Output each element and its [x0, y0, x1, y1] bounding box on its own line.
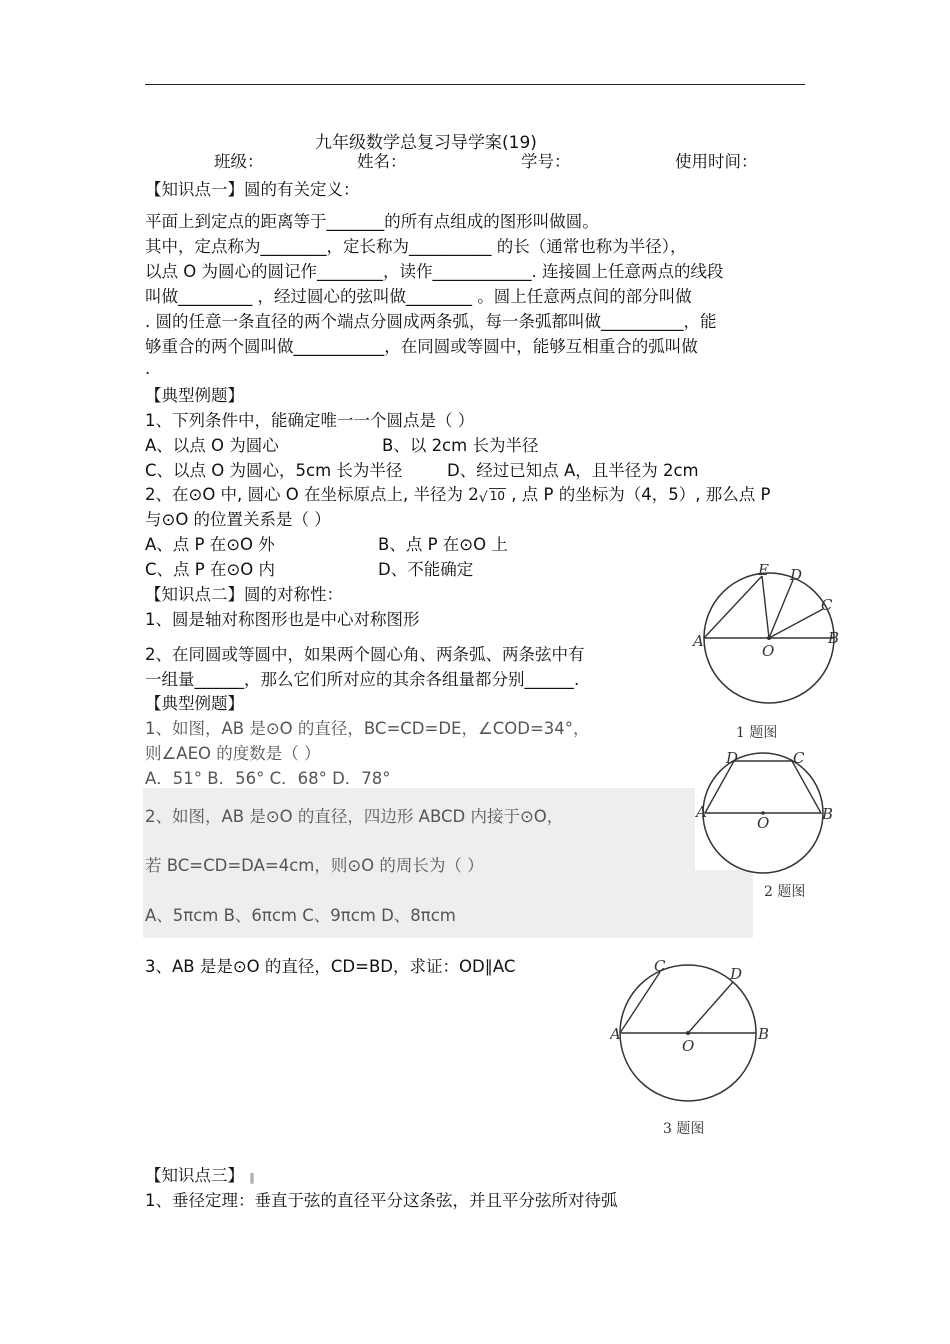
sqrt-expression: [468, 485, 506, 504]
figure-3-caption: 3 题图: [663, 1121, 705, 1137]
kp1-line: 够重合的两个圆叫做___________，在同圆或等圆中，能够互相重合的弧叫做: [145, 337, 698, 356]
center-dot: [686, 1031, 690, 1035]
ex1-q1: 1、下列条件中，能确定唯一一个圆点是（ ）: [145, 411, 475, 430]
radius-oc: [769, 609, 823, 638]
kp1-line: 以点 O 为圆心的圆记作________，读作____________. 连接圆上任意两点的线段: [145, 262, 724, 281]
kp3-mark: ‖: [249, 1171, 255, 1184]
label-d: D: [726, 749, 739, 767]
label-c: C: [654, 957, 666, 975]
label-b: B: [828, 629, 840, 647]
label-o: O: [757, 814, 770, 832]
center-dot: [767, 636, 771, 640]
sqrt-symbol: √ 10: [478, 489, 506, 506]
ex1-q2: [145, 482, 770, 509]
ex2-q1-options: A．51° B．56° C．68° D．78°: [145, 769, 391, 788]
chord-ac: [620, 972, 660, 1033]
ex1-q2-option-d: D、不能确定: [378, 560, 474, 579]
radius-od: [769, 580, 793, 638]
kp1-line: . 圆的任意一条直径的两个端点分圆成两条弧，每一条弧都叫做__________，能: [145, 312, 717, 331]
label-a: A: [696, 803, 707, 821]
ex1-q1-option-d: D、经过已知点 A，且半径为 2cm: [447, 461, 699, 480]
kp2-p2b: 一组量______，那么它们所对应的其余各组量都分别______.: [145, 670, 580, 689]
figure-3-diagram: [610, 955, 780, 1115]
kp1-line: 叫做_________ ，经过圆心的弦叫做________ 。圆上任意两点间的部分叫做: [145, 287, 692, 306]
sqrt-coefficient: 2: [468, 485, 479, 504]
label-d: D: [790, 566, 803, 584]
field-student-no: 学号：: [521, 152, 571, 171]
label-d: D: [730, 965, 743, 983]
label-e: E: [758, 561, 769, 579]
kp2-p2a: 2、在同圆或等圆中，如果两个圆心角、两条弧、两条弦中有: [145, 645, 585, 664]
kp3-p1: 1、垂径定理：垂直于弦的直径平分这条弦，并且平分弦所对待弧: [145, 1191, 618, 1210]
ex2-q2-line1: 2、如图，AB 是⊙O 的直径，四边形 ABCD 内接于⊙O，: [145, 807, 564, 826]
label-o: O: [762, 642, 775, 660]
kp1-line: 其中，定点称为________，定长称为__________ 的长（通常也称为半径），: [145, 237, 687, 256]
ex1-q2-option-b: B、点 P 在⊙O 上: [378, 535, 508, 554]
ex1-q2-post: , 点 P 的坐标为（4，5）, 那么点 P: [511, 485, 771, 504]
kp3-heading: [145, 1163, 255, 1190]
figure-1-caption: 1 题图: [736, 725, 778, 741]
radius-od: [688, 982, 733, 1033]
ex2-q2-line2: 若 BC=CD=DA=4cm，则⊙O 的周长为（ ）: [145, 856, 484, 875]
kp1-line: 平面上到定点的距离等于_______的所有点组成的图形叫做圆。: [145, 212, 599, 231]
sqrt-radicand: 10: [489, 489, 506, 503]
figure-1-diagram: [690, 560, 850, 710]
ex2-q1-line1: 1、如图，AB 是⊙O 的直径，BC=CD=DE，∠COD=34°，: [145, 719, 590, 738]
figure-2-caption: 2 题图: [764, 884, 806, 900]
kp1-line: .: [145, 359, 151, 378]
field-class: 班级：: [214, 152, 264, 171]
label-c: C: [793, 749, 805, 767]
ex1-q1-option-a: A、以点 O 为圆心: [145, 436, 279, 455]
kp1-heading: 【知识点一】圆的有关定义：: [145, 180, 360, 199]
kp3-heading-text: 【知识点三】: [145, 1166, 244, 1185]
field-name: 姓名：: [357, 152, 407, 171]
label-b: B: [758, 1025, 770, 1043]
label-a: A: [693, 632, 704, 650]
ex1-q1-option-c: C、以点 O 为圆心，5cm 长为半径: [145, 461, 403, 480]
field-date: 使用时间：: [675, 152, 758, 171]
ex2-q1-line2: 则∠AEO 的度数是（ ）: [145, 744, 321, 763]
kp2-heading: 【知识点二】圆的对称性：: [145, 585, 343, 604]
label-a: A: [610, 1025, 621, 1043]
page-title: 九年级数学总复习导学案(19): [315, 133, 537, 153]
kp2-p1: 1、圆是轴对称图形也是中心对称图形: [145, 610, 420, 629]
ex2-q2-options: A、5πcm B、6πcm C、9πcm D、8πcm: [145, 906, 456, 925]
label-o: O: [682, 1037, 695, 1055]
label-c: C: [821, 596, 833, 614]
radius-oe: [762, 576, 769, 638]
ex1-q2-pre: 2、在⊙O 中, 圆心 O 在坐标原点上, 半径为: [145, 485, 464, 504]
ex1-q2-option-c: C、点 P 在⊙O 内: [145, 560, 276, 579]
top-rule: [145, 84, 805, 85]
ex1-q1-option-b: B、以 2cm 长为半径: [382, 436, 539, 455]
ex1-q2-option-a: A、点 P 在⊙O 外: [145, 535, 275, 554]
ex1-q2-line2: 与⊙O 的位置关系是（ ）: [145, 510, 331, 529]
ex2-q3: 3、AB 是是⊙O 的直径，CD=BD，求证：OD∥AC: [145, 957, 516, 976]
figure-2-diagram: [695, 745, 845, 875]
label-b: B: [822, 805, 834, 823]
examples-heading: 【典型例题】: [145, 694, 244, 713]
examples-heading: 【典型例题】: [145, 386, 244, 405]
